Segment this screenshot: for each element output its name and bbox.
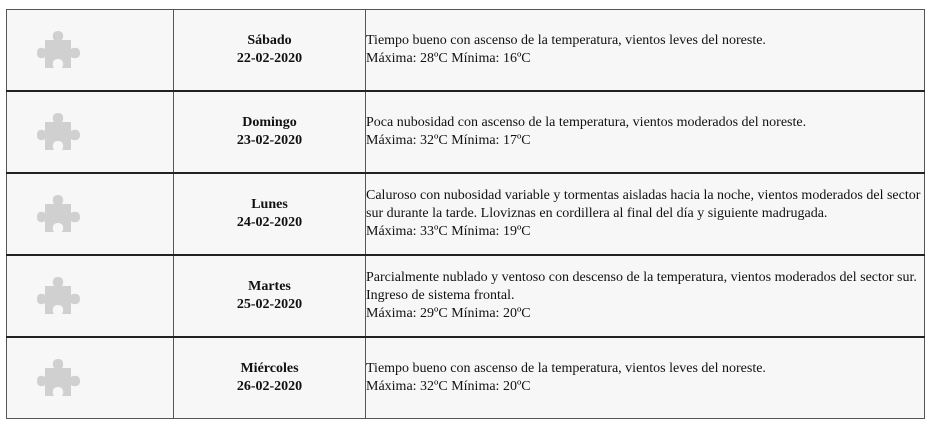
day-name: Miércoles <box>240 361 299 376</box>
day-name: Martes <box>248 279 291 294</box>
date-cell <box>174 337 366 419</box>
date-value: 26-02-2020 <box>236 379 303 394</box>
forecast-description: Tiempo bueno con ascenso de la temperatura, vientos leves del noreste. <box>366 33 766 48</box>
description-cell <box>366 255 925 337</box>
temperature-range: Máxima: 33ºC Mínima: 19ºC <box>366 224 531 239</box>
temperature-range: Máxima: 28ºC Mínima: 16ºC <box>366 51 531 66</box>
weather-icon-cell <box>7 10 174 92</box>
weather-icon-cell <box>7 255 174 337</box>
date-value: 25-02-2020 <box>236 297 303 312</box>
forecast-description: Parcialmente nublado y ventoso con descenso de la temperatura, vientos moderados del sector sur. Ingreso de sistema frontal. <box>366 270 917 303</box>
puzzle-piece-icon <box>37 274 83 320</box>
forecast-table <box>6 9 925 419</box>
puzzle-piece-icon <box>37 110 83 156</box>
forecast-description: Caluroso con nubosidad variable y tormentas aisladas hacia la noche, vientos moderados del sector sur durante la tarde. Lloviznas en cordillera al final del día y siguiente madrugada. <box>366 188 921 221</box>
weather-icon-cell <box>7 337 174 419</box>
day-name: Lunes <box>251 197 288 212</box>
description-cell <box>366 10 925 92</box>
description-cell <box>366 91 925 173</box>
puzzle-piece-icon <box>37 28 83 74</box>
forecast-row <box>7 10 925 92</box>
date-cell <box>174 255 366 337</box>
weather-icon-cell <box>7 173 174 255</box>
description-cell <box>366 173 925 255</box>
forecast-description: Poca nubosidad con ascenso de la temperatura, vientos moderados del noreste. <box>366 115 807 130</box>
temperature-range: Máxima: 32ºC Mínima: 17ºC <box>366 133 531 148</box>
forecast-row <box>7 91 925 173</box>
puzzle-piece-icon <box>37 356 83 402</box>
date-value: 23-02-2020 <box>236 133 303 148</box>
puzzle-piece-icon <box>37 192 83 238</box>
description-cell <box>366 337 925 419</box>
forecast-row <box>7 173 925 255</box>
forecast-row <box>7 337 925 419</box>
temperature-range: Máxima: 29ºC Mínima: 20ºC <box>366 306 531 321</box>
date-cell <box>174 10 366 92</box>
date-cell <box>174 91 366 173</box>
weather-icon-cell <box>7 91 174 173</box>
date-value: 24-02-2020 <box>236 215 303 230</box>
day-name: Domingo <box>242 115 297 130</box>
forecast-description: Tiempo bueno con ascenso de la temperatura, vientos leves del noreste. <box>366 361 766 376</box>
day-name: Sábado <box>247 33 292 48</box>
forecast-row <box>7 255 925 337</box>
date-cell <box>174 173 366 255</box>
date-value: 22-02-2020 <box>236 51 303 66</box>
temperature-range: Máxima: 32ºC Mínima: 20ºC <box>366 379 531 394</box>
